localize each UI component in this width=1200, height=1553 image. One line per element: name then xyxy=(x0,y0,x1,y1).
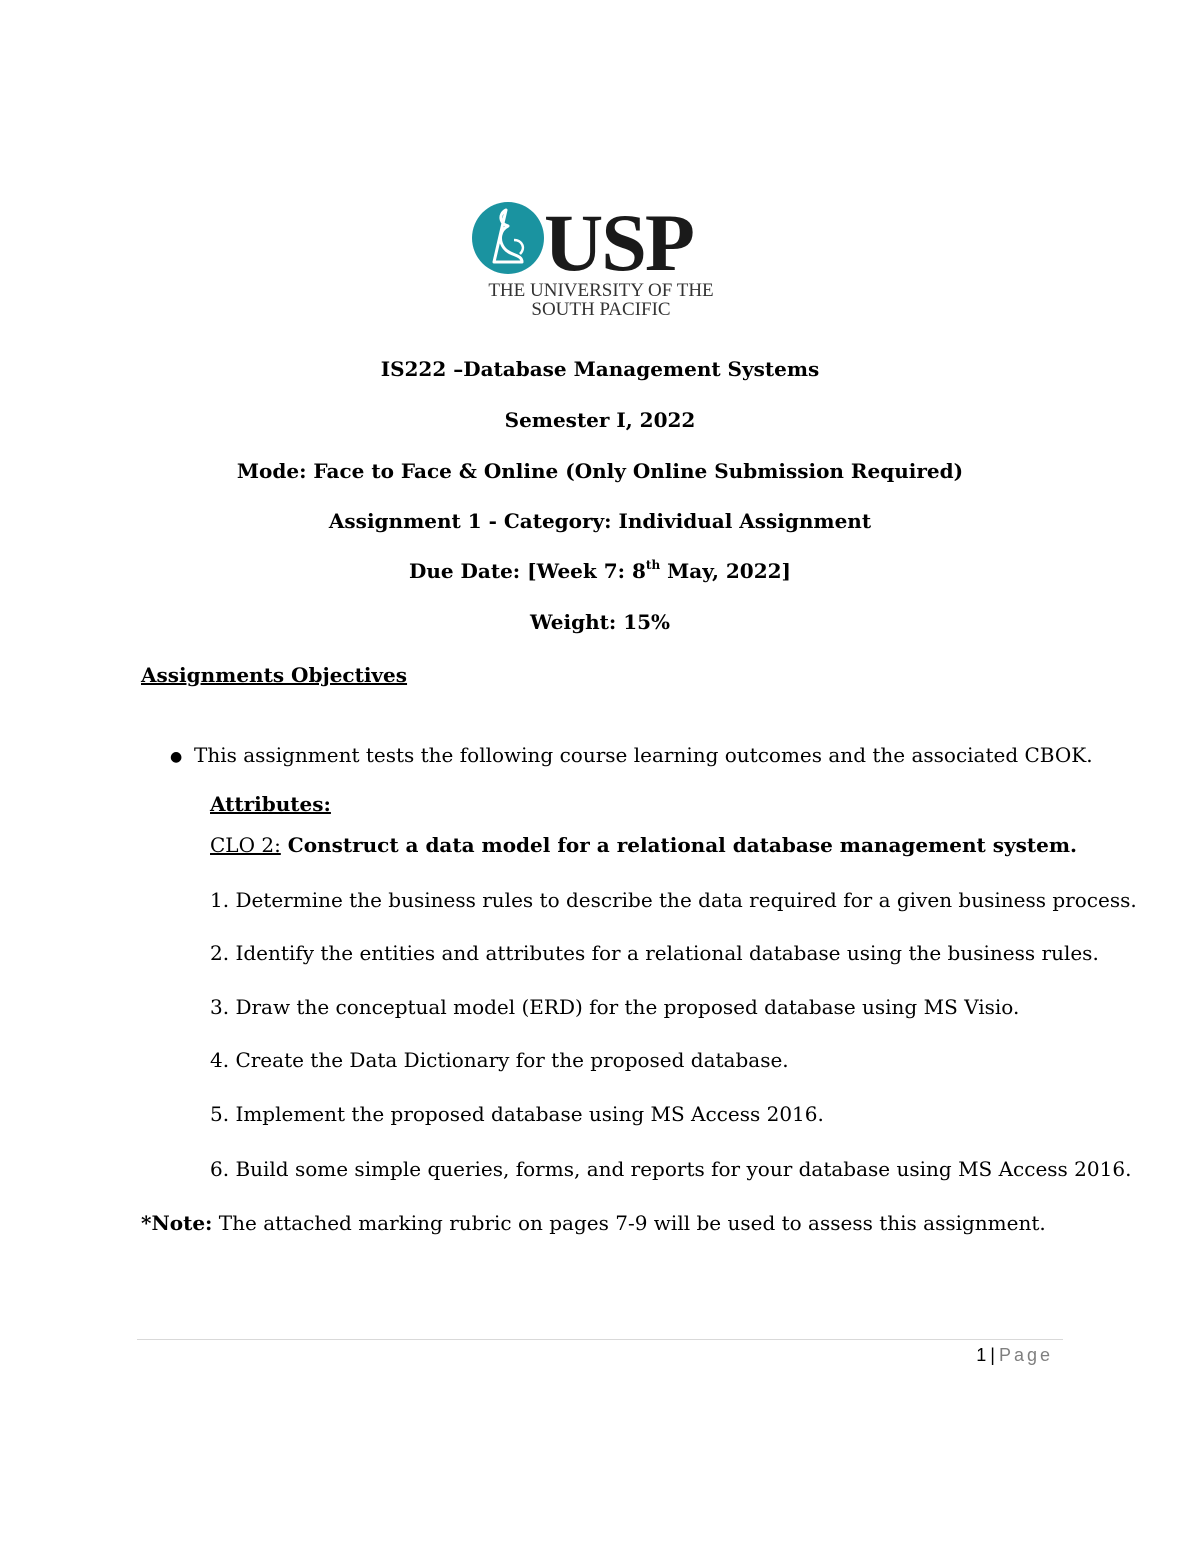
assignment-line: Assignment 1 - Category: Individual Assignment xyxy=(328,509,872,533)
outcome-item: 5. Implement the proposed database using MS Access 2016. xyxy=(210,1102,824,1126)
outcome-item: 3. Draw the conceptual model (ERD) for the proposed database using MS Visio. xyxy=(210,995,1020,1019)
clo-line xyxy=(210,832,1077,858)
note-line xyxy=(141,1210,1046,1236)
outcome-item: 2. Identify the entities and attributes for a relational database using the business rules. xyxy=(210,941,1099,965)
page-word: Page xyxy=(998,1345,1053,1365)
attributes-label: Attributes: xyxy=(210,792,331,816)
usp-logo xyxy=(470,196,732,320)
logo-wordmark: USP xyxy=(544,197,693,288)
logo-line-2: SOUTH PACIFIC xyxy=(531,299,671,320)
bullet-icon: ● xyxy=(170,748,183,765)
weight-line: Weight: 15% xyxy=(529,610,671,634)
logo-line-1: THE UNIVERSITY OF THE xyxy=(488,280,714,301)
mode-line: Mode: Face to Face & Online (Only Online Submission Required) xyxy=(236,459,964,483)
footer-divider xyxy=(137,1339,1063,1340)
note-label: *Note: xyxy=(141,1211,213,1235)
objectives-heading: Assignments Objectives xyxy=(141,663,408,687)
outcome-item: 4. Create the Data Dictionary for the proposed database. xyxy=(210,1048,789,1072)
clo-id: CLO 2: xyxy=(210,833,281,857)
outcome-item: 1. Determine the business rules to describe the data required for a given business process. xyxy=(210,888,1137,912)
page-number: 1 xyxy=(976,1345,987,1365)
due-date-prefix: Due Date: [Week 7: 8 xyxy=(408,559,646,583)
due-date-suffix: May, 2022] xyxy=(660,559,792,583)
due-date-line xyxy=(0,558,1200,584)
semester-line: Semester I, 2022 xyxy=(504,408,696,432)
footer-separator: | xyxy=(990,1345,995,1365)
bullet-text: This assignment tests the following course learning outcomes and the associated CBOK. xyxy=(194,743,1093,767)
course-title: IS222 –Database Management Systems xyxy=(380,357,820,381)
objectives-bullet xyxy=(170,742,1093,770)
due-date-ordinal: th xyxy=(645,558,661,573)
page-footer xyxy=(976,1343,1053,1367)
note-text: The attached marking rubric on pages 7-9 will be used to assess this assignment. xyxy=(212,1211,1046,1235)
clo-text: Construct a data model for a relational database management system. xyxy=(280,833,1077,857)
outcome-item: 6. Build some simple queries, forms, and reports for your database using MS Access 2016. xyxy=(210,1157,1132,1181)
